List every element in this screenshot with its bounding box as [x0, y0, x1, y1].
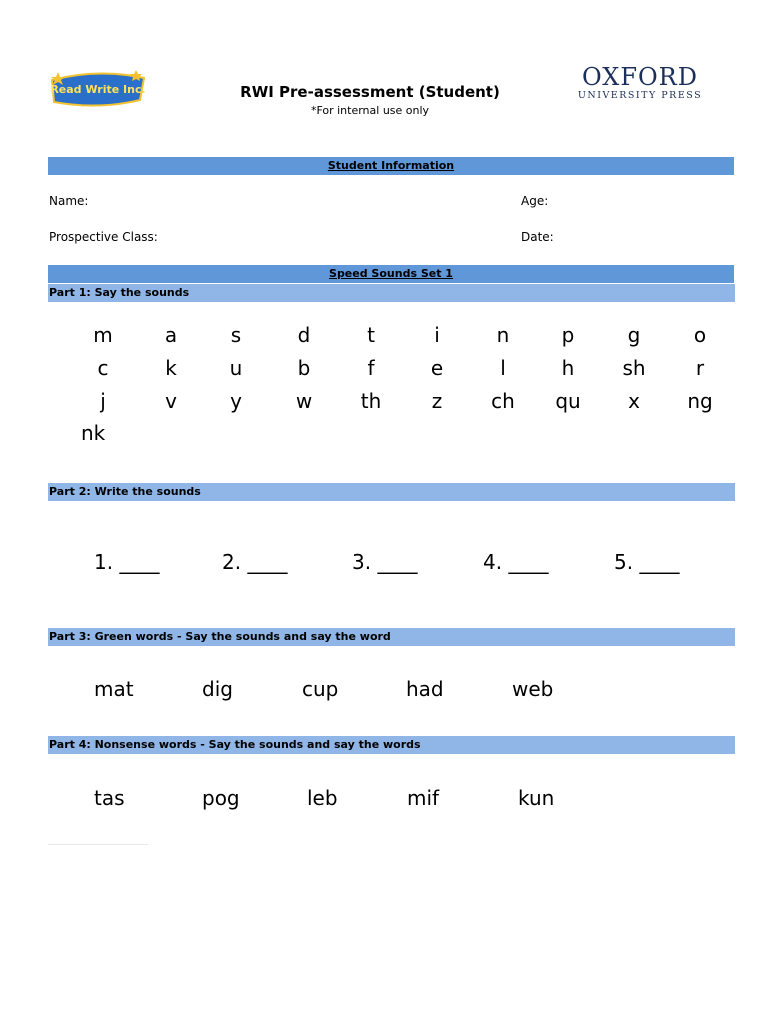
sound-item: e [430, 356, 444, 380]
sound-item: w [295, 389, 313, 413]
sound-item: l [500, 356, 506, 380]
green-word: had [406, 677, 444, 701]
sound-item: o [693, 323, 707, 347]
class-label: Prospective Class: [49, 230, 158, 244]
sound-item: ng [687, 389, 713, 413]
sound-item: qu [555, 389, 581, 413]
date-label: Date: [521, 230, 554, 244]
sound-item: nk [81, 421, 106, 445]
name-label: Name: [49, 194, 89, 208]
oxford-logo [572, 64, 708, 101]
nonsense-word: kun [518, 786, 555, 810]
sound-item: d [297, 323, 311, 347]
sound-item: v [165, 389, 177, 413]
sound-item: a [164, 323, 178, 347]
answer-blank: 1. ____ [94, 550, 160, 574]
sound-item: sh [622, 356, 646, 380]
nonsense-word: mif [407, 786, 440, 810]
part3-header: Part 3: Green words - Say the sounds and say the word [48, 628, 735, 646]
sound-item: th [360, 389, 382, 413]
sound-item: f [367, 356, 375, 380]
oxford-logo-line1: OXFORD [582, 63, 698, 91]
green-word: cup [302, 677, 339, 701]
oxford-logo-line2: UNIVERSITY PRESS [577, 90, 703, 101]
green-word: mat [94, 677, 134, 701]
nonsense-word: pog [202, 786, 240, 810]
sound-item: k [165, 356, 177, 380]
page-title: RWI Pre-assessment (Student) [240, 83, 500, 101]
part4-header: Part 4: Nonsense words - Say the sounds and say the words [48, 736, 735, 754]
rwi-logo-text: Read Write Inc. [50, 83, 146, 96]
sound-item: u [229, 356, 243, 380]
student-info-header: Student Information [48, 157, 734, 175]
nonsense-word: tas [94, 786, 125, 810]
sound-item: b [297, 356, 311, 380]
sound-item: r [695, 356, 705, 380]
divider [48, 844, 148, 845]
sound-item: ch [491, 389, 515, 413]
sound-item: s [230, 323, 242, 347]
sound-item: t [367, 323, 375, 347]
sound-item: g [627, 323, 641, 347]
answer-blank: 2. ____ [222, 550, 288, 574]
part2-header: Part 2: Write the sounds [48, 483, 735, 501]
age-label: Age: [521, 194, 549, 208]
speed-sounds-header: Speed Sounds Set 1 [48, 265, 734, 283]
sound-item: p [561, 323, 575, 347]
sound-item: h [561, 356, 575, 380]
sound-item: c [97, 356, 109, 380]
nonsense-word: leb [307, 786, 338, 810]
sound-item: n [496, 323, 510, 347]
answer-blank: 5. ____ [614, 550, 680, 574]
sound-item: i [434, 323, 440, 347]
read-write-inc-logo [48, 66, 148, 108]
sound-item: z [431, 389, 443, 413]
part1-header: Part 1: Say the sounds [48, 284, 735, 302]
sound-item: y [230, 389, 242, 413]
answer-blank: 4. ____ [483, 550, 549, 574]
green-word: web [512, 677, 554, 701]
sound-item: j [100, 389, 106, 413]
sound-item: m [93, 323, 113, 347]
green-word: dig [202, 677, 233, 701]
sound-item: x [628, 389, 640, 413]
answer-blank: 3. ____ [352, 550, 418, 574]
page-subtitle: *For internal use only [310, 104, 430, 117]
